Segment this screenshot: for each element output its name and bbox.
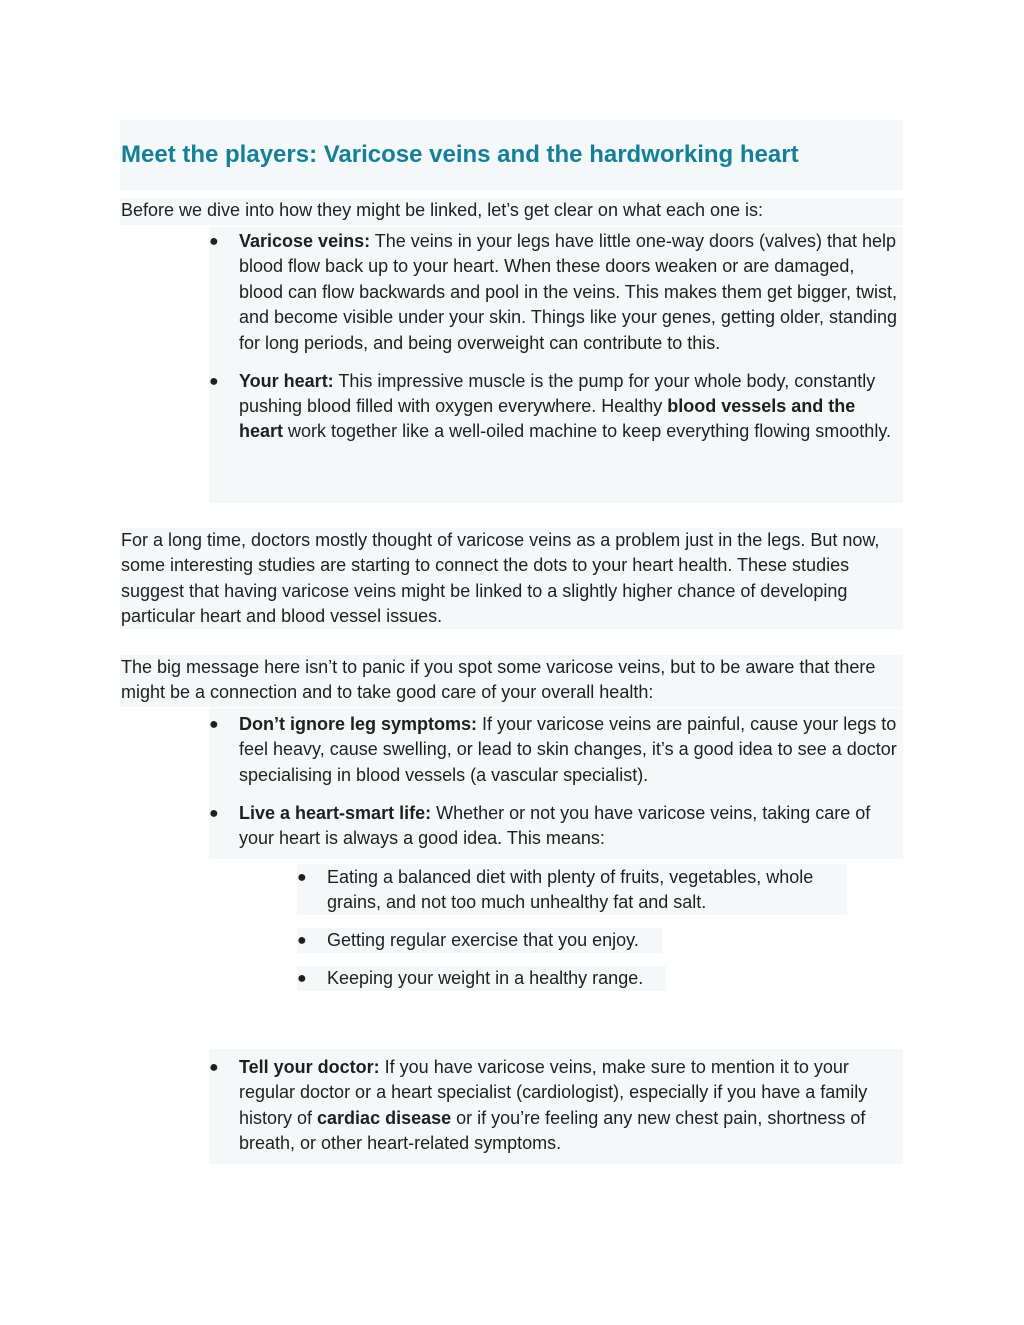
subtips-list-wrap [297,865,857,992]
term-text: work together like a well-oiled machine to keep everything flowing smoothly. [283,421,891,442]
subtip-text: Getting regular exercise that you enjoy. [327,930,639,951]
intro-paragraph: Before we dive into how they might be linked, let’s get clear on what each one is: [121,200,764,220]
list-item [297,966,857,991]
bullet-icon: ● [297,932,307,950]
definitions-list-wrap [209,229,903,445]
subtips-list [297,865,857,992]
bullet-icon: ● [209,372,219,390]
subtip-text: Eating a balanced diet with plenty of fruits, vegetables, whole grains, and not too much unhealthy fat and salt. [327,867,814,913]
tip-text: If your varicose veins are painful, cause your legs to feel heavy, cause swelling, or lead to skin changes, it’s a good idea to see a doctor specialising in blood vessels (a vascular specialist). [239,714,897,785]
definitions-list [209,229,903,445]
tips-list-wrap [209,712,903,852]
body-paragraph: For a long time, doctors mostly thought of varicose veins as a problem just in the legs. But now, some interesting studies are starting to connect the dots to your heart health. These studies suggest that having varicose veins might be linked to a slightly higher chance of developing particular heart and blood vessel issues. [121,530,880,627]
tip-text: Whether or not you have varicose veins, taking care of your heart is always a good idea. This means: [239,802,871,849]
bullet-icon: ● [209,804,219,822]
term-label: Your heart: [239,370,334,391]
tip-label: Don’t ignore leg symptoms: [239,714,478,734]
tip-label: Tell your doctor: [239,1057,380,1077]
term-emphasis: blood vessels and the heart [239,396,856,442]
tip-label: Live a heart-smart life: [239,802,432,823]
list-item [209,801,903,852]
subtip-text: Keeping your weight in a healthy range. [327,968,644,989]
term-label: Varicose veins: [239,231,371,251]
bullet-icon: ● [209,233,219,250]
list-item [209,229,903,356]
bullet-icon: ● [297,970,307,988]
doctor-list [209,1055,903,1157]
bullet-icon: ● [209,1059,219,1076]
tips-list [209,712,903,852]
list-item [209,369,903,445]
body-paragraph: The big message here isn’t to panic if you spot some varicose veins, but to be aware that there might be a connection and to take good care of your overall health: [121,657,876,703]
page-title: Meet the players: Varicose veins and the hardworking heart [121,141,799,168]
list-item [209,1055,903,1157]
list-item [297,865,847,916]
bullet-icon: ● [297,869,307,886]
list-item [297,928,857,953]
list-item [209,712,903,788]
doctor-list-wrap [209,1055,903,1157]
term-text: This impressive muscle is the pump for your whole body, constantly pushing blood filled with oxygen everywhere. Healthy [239,370,876,417]
tip-text: or if you’re feeling any new chest pain, shortness of breath, or other heart-related symptoms. [239,1107,866,1154]
bullet-icon: ● [209,716,219,733]
term-text: The veins in your legs have little one-way doors (valves) that help blood flow back up to your heart. When these doors weaken or are damaged, blood can flow backwards and pool in the veins. This makes them get bigger, twist, and become visible under your skin. Things like your genes, getting older, standing for long periods, and being overweight can contribute to this. [239,231,898,353]
tip-text: If you have varicose veins, make sure to mention it to your regular doctor or a heart specialist (cardiologist), especially if you have a family history of [239,1057,868,1128]
tip-emphasis: cardiac disease [317,1107,452,1128]
